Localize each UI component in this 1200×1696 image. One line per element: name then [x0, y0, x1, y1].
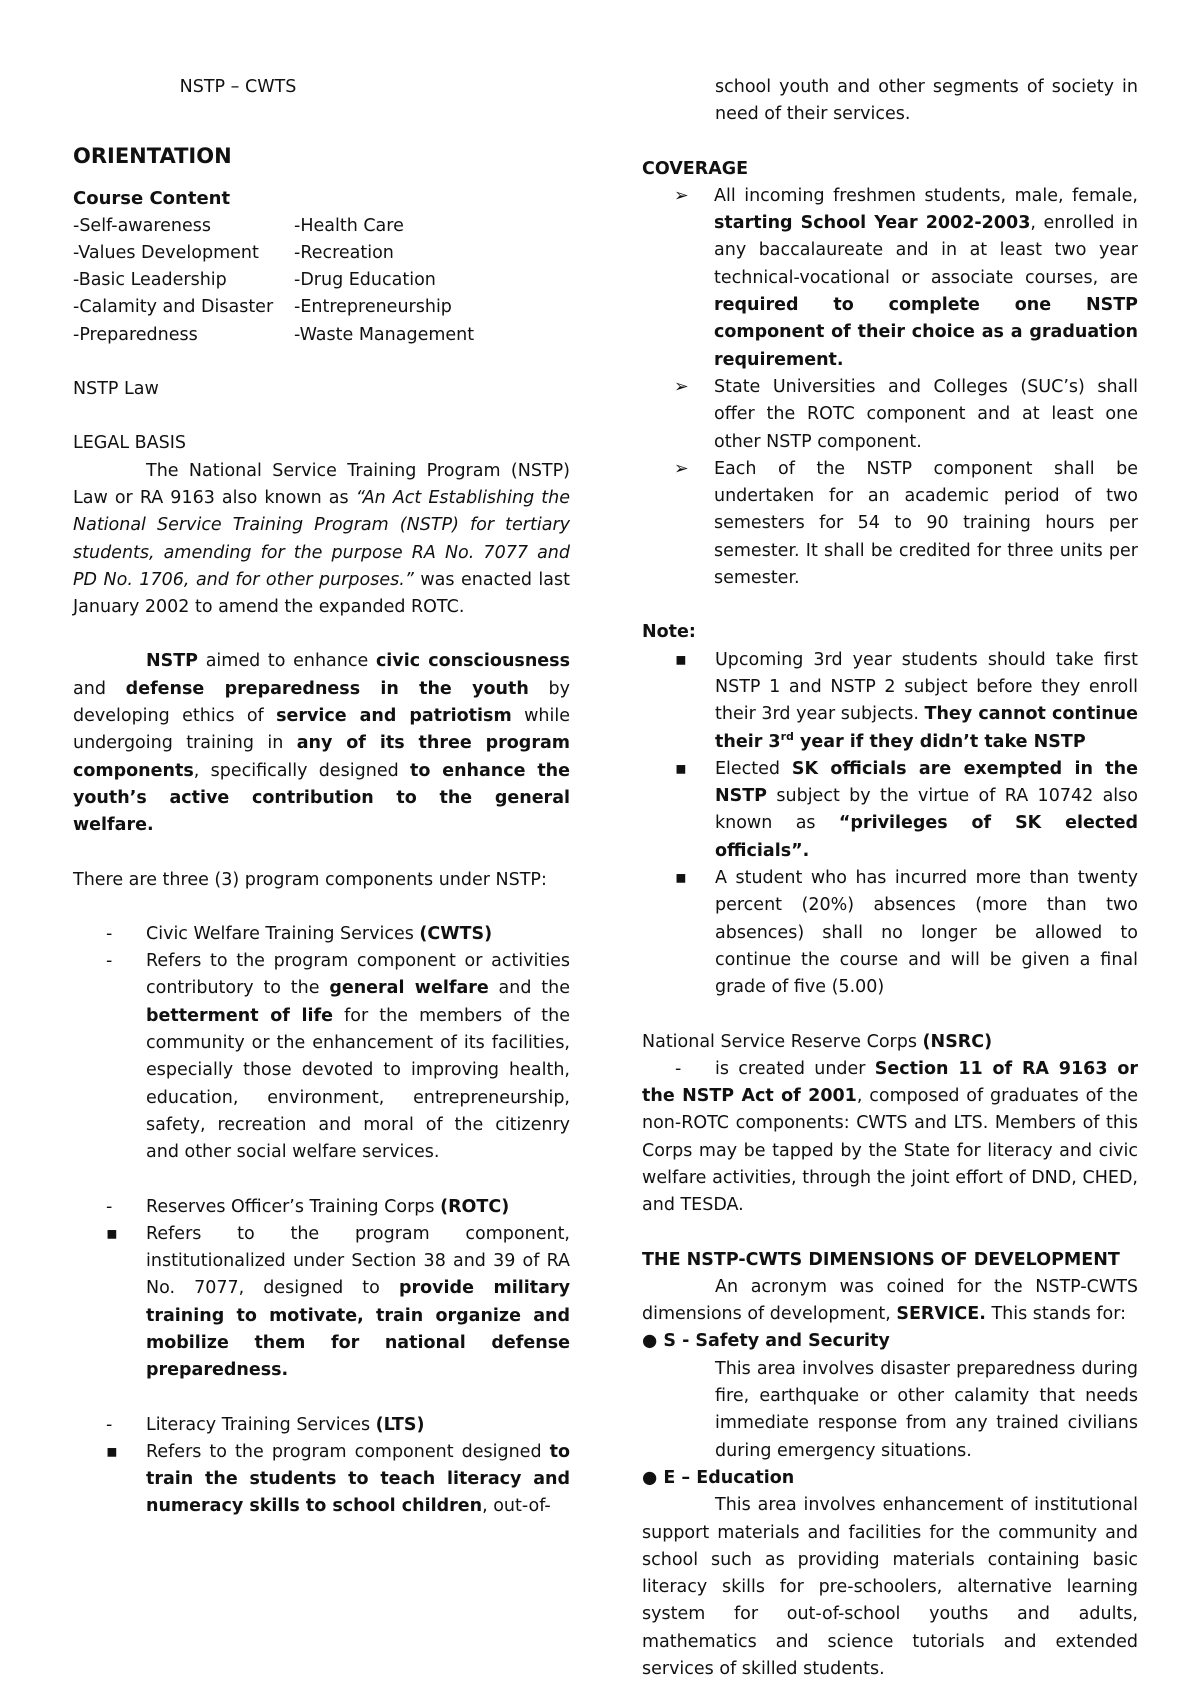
rotc-item: - Reserves Officer’s Training Corps (ROTC) — [106, 1196, 510, 1217]
square-bullet-icon: ▪ — [675, 649, 687, 670]
square-bullet-icon: ▪ — [675, 868, 687, 889]
coverage-heading: COVERAGE — [642, 158, 749, 179]
page-header: NSTP – CWTS — [179, 77, 297, 97]
course-item: -Drug Education — [294, 270, 436, 291]
course-content-right — [294, 213, 554, 349]
course-content-list — [73, 213, 570, 349]
legal-basis-heading: LEGAL BASIS — [73, 433, 187, 454]
course-content-left — [73, 213, 294, 349]
aim-paragraph: NSTP aimed to enhance civic consciousness and defense preparedness in the youth by developing ethics of service and patriotism while undergoing training in any of its three program components, specifically designed to enhance the youth’s active contribution to the general welfare. — [73, 651, 571, 836]
square-bullet-icon: ▪ — [675, 758, 687, 779]
dimension-e-heading: ● E – Education — [642, 1467, 795, 1488]
lts-continuation: school youth and other segments of society in need of their services. — [715, 77, 1138, 125]
dimensions-intro: An acronym was coined for the NSTP-CWTS dimensions of development, SERVICE. This stands for: — [642, 1276, 1138, 1325]
course-item: -Recreation — [294, 242, 394, 263]
page-title: ORIENTATION — [73, 144, 232, 169]
note-item: ▪ Elected SK officials are exempted in the NSTP subject by the virtue of RA 10742 also known as “privileges of SK elected officials”. — [642, 756, 1138, 865]
note-heading: Note: — [642, 622, 696, 643]
nsrc-heading: National Service Reserve Corps (NSRC) — [642, 1031, 993, 1052]
three-components-text: There are three (3) program components under NSTP: — [73, 869, 547, 890]
note-item: ▪ Upcoming 3rd year students should take first NSTP 1 and NSTP 2 subject before they enroll their 3rd year subjects. They cannot continue their 3rd year if they didn’t take NSTP — [642, 647, 1138, 756]
course-item: -Preparedness — [73, 324, 198, 345]
right-column — [642, 74, 1138, 1683]
left-column — [73, 74, 570, 1521]
coverage-item: ➢ All incoming freshmen students, male, female, starting School Year 2002-2003, enrolled in any baccalaureate and in at least two year technical-vocational or associate courses, are required to complete one NSTP component of their choice as a graduation requirement. — [642, 183, 1138, 374]
bullet-dot-icon: ● — [642, 1467, 664, 1488]
dimensions-heading: THE NSTP-CWTS DIMENSIONS OF DEVELOPMENT — [642, 1249, 1120, 1270]
course-item: -Health Care — [294, 215, 404, 236]
arrow-bullet-icon: ➢ — [674, 458, 689, 479]
bullet-dot-icon: ● — [642, 1331, 664, 1352]
lts-description: ▪ Refers to the program component designed to train the students to teach literacy and numeracy skills to school children, out-of- — [106, 1441, 570, 1517]
rotc-description: ▪ Refers to the program component, institutionalized under Section 38 and 39 of RA No. 7077, designed to provide military training to motivate, train organize and mobilize them for national defense preparedness. — [106, 1223, 570, 1381]
cwts-item: - Civic Welfare Training Services (CWTS) — [106, 923, 493, 944]
course-content-heading: Course Content — [73, 188, 231, 210]
legal-basis-paragraph: The National Service Training Program (NSTP) Law or RA 9163 also known as “An Act Establishing the National Service Training Program (NSTP) for tertiary students, amending for the purpose RA No. 7077 and PD No. 1706, and for other purposes.” was enacted last January 2002 to amend the expanded ROTC. — [73, 460, 570, 618]
nstp-law-heading: NSTP Law — [73, 379, 159, 400]
coverage-item: ➢ Each of the NSTP component shall be undertaken for an academic period of two semesters for 54 to 90 training hours per semester. It shall be credited for three units per semester. — [642, 456, 1138, 592]
dimension-s-heading: ● S - Safety and Security — [642, 1331, 890, 1352]
note-item: ▪ A student who has incurred more than twenty percent (20%) absences (more than two absences) shall no longer be allowed to continue the course and will be given a final grade of five (5.00) — [642, 865, 1138, 1001]
course-item: -Basic Leadership — [73, 270, 227, 291]
course-item: -Entrepreneurship — [294, 297, 452, 318]
lts-item: - Literacy Training Services (LTS) — [106, 1414, 425, 1435]
arrow-bullet-icon: ➢ — [674, 185, 689, 206]
course-item: -Calamity and Disaster — [73, 297, 274, 318]
coverage-item: ➢ State Universities and Colleges (SUC’s) shall offer the ROTC component and at least one other NSTP component. — [642, 374, 1138, 456]
arrow-bullet-icon: ➢ — [674, 376, 689, 397]
course-item: -Values Development — [73, 242, 259, 263]
course-item: -Self-awareness — [73, 215, 212, 236]
course-item: -Waste Management — [294, 324, 475, 345]
cwts-description: - Refers to the program component or activities contributory to the general welfare and the betterment of life for the members of the community or the enhancement of its facilities, especially those devoted to improving health, education, environment, entrepreneurship, safety, recreation and moral of the citizenry and other social welfare services. — [106, 951, 571, 1163]
nsrc-paragraph: - is created under Section 11 of RA 9163 or the NSTP Act of 2001, composed of graduates of the non-ROTC components: CWTS and LTS. Members of this Corps may be tapped by the State for literacy and civic welfare activities, through the joint effort of DND, CHED, and TESDA. — [642, 1058, 1139, 1216]
dimension-e-body: This area involves enhancement of institutional support materials and facilities for the community and school such as providing materials containing basic literacy skills for pre-schoolers, alternative learning system for out-of-school youths and adults, mathematics and science tutorials and extended services of skilled students. — [642, 1495, 1138, 1680]
dimension-s-body: This area involves disaster preparedness during fire, earthquake or other calamity that needs immediate response from any trained civilians during emergency situations. — [715, 1358, 1138, 1461]
